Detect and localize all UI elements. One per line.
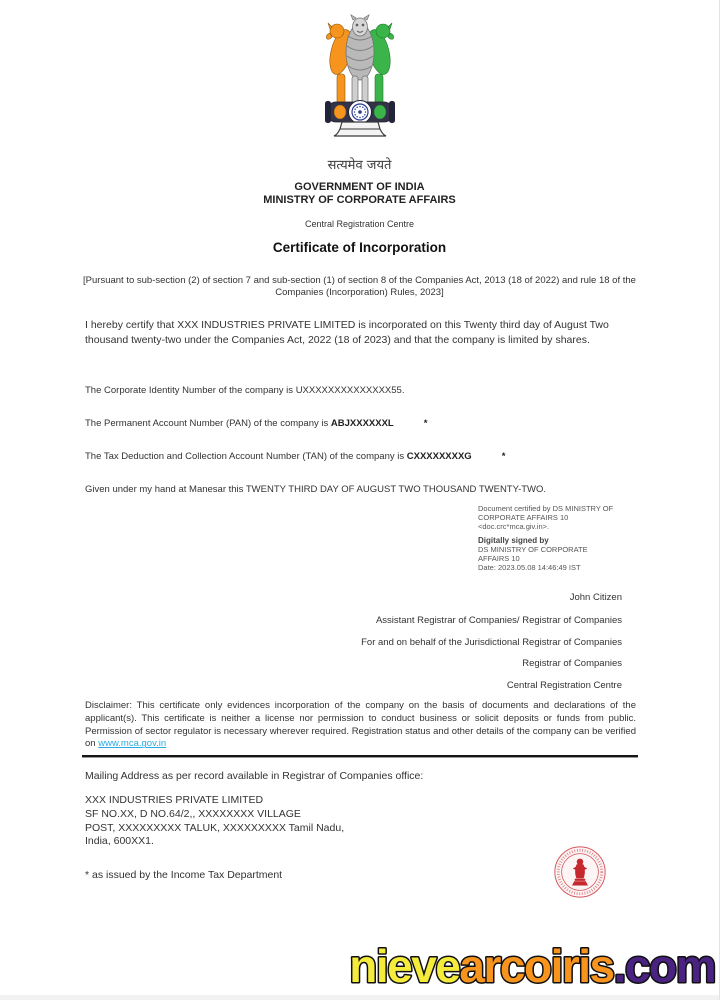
cin-line — [85, 385, 404, 396]
address-line-2: POST, XXXXXXXXX TALUK, XXXXXXXXX Tamil Nadu, — [85, 821, 345, 834]
central-registration-centre-line: Central Registration Centre — [304, 219, 415, 229]
tan-footnote-marker: * — [501, 451, 506, 462]
digital-signature-block — [478, 504, 648, 572]
government-of-india-line: GOVERNMENT OF INDIA — [294, 181, 425, 193]
ds-signer-line2: AFFAIRS 10 — [478, 554, 520, 563]
watermark-part-com: .com — [613, 940, 715, 992]
mailing-address-block — [85, 794, 344, 849]
emblem-motto: सत्यमेव जयते — [327, 158, 392, 173]
signatory-block — [361, 592, 622, 701]
cin-value: UXXXXXXXXXXXXXX55. — [295, 385, 405, 396]
tan-label: The Tax Deduction and Collection Account Number (TAN) of the company is — [85, 451, 407, 462]
pursuant-clause: [Pursuant to sub-section (2) of section 7 and sub-section (1) of section 8 of the Companies Act, 2013 (18 of 2022) and rule 18 of the Companies (Incorporation) Rules, 2023] — [83, 275, 636, 298]
disclaimer-paragraph — [85, 700, 636, 751]
pan-line — [85, 418, 427, 429]
ds-digitally-signed-label: Digitally signed by — [478, 536, 549, 545]
given-under-hand-line: Given under my hand at Manesar this TWENTY THIRD DAY OF AUGUST TWO THOUSAND TWENTY-TWO. — [85, 484, 547, 495]
ds-certified-line1: Document certified by DS MINISTRY OF — [478, 504, 614, 513]
income-tax-footnote: * as issued by the Income Tax Department — [85, 869, 283, 881]
signatory-role-3: Registrar of Companies — [522, 658, 622, 669]
signatory-role-1: Assistant Registrar of Companies/ Registrar of Companies — [375, 615, 622, 626]
mca-website-link[interactable]: www.mca.gov.in — [98, 738, 167, 750]
mailing-address-heading: Mailing Address as per record available in Registrar of Companies office: — [85, 770, 424, 782]
watermark-part-arcoiris: arcoiris — [459, 940, 614, 992]
pan-label: The Permanent Account Number (PAN) of the company is — [85, 418, 331, 429]
emblem-block — [0, 8, 719, 173]
address-line-3: India, 600XX1. — [85, 835, 154, 848]
ds-certified-line3: <doc.crc*mca.giv.in>. — [478, 522, 550, 531]
certificate-title: Certificate of Incorporation — [272, 240, 447, 255]
svg-text:nievearcoiris.com — [349, 940, 715, 992]
signatory-role-4: Central Registration Centre — [506, 679, 622, 691]
ds-signer-line1: DS MINISTRY OF CORPORATE — [478, 545, 588, 554]
signatory-name: John Citizen — [569, 592, 622, 603]
disclaimer-text: Disclaimer: This certificate only evidences incorporation of the company on the basis of documents and declarations of the applicant(s). This certificate is neither a license nor permission to conduct business or solicit deposits or funds from public. Permission of sector regulator is necessary wherever required. Registration status and other details of the company can be verified on — [85, 700, 636, 750]
pan-footnote-marker: * — [423, 418, 428, 429]
official-seal-stamp-icon — [551, 843, 609, 901]
national-emblem-icon — [310, 8, 410, 148]
header — [0, 181, 719, 299]
pan-value: ABJXXXXXXL — [330, 418, 394, 429]
certification-paragraph: I hereby certify that XXX INDUSTRIES PRIVATE LIMITED is incorporated on this Twenty third day of August Two thousand twenty-two under the Companies Act, 2022 (18 of 2023) and that the company is limited by shares. — [85, 319, 609, 346]
tan-line — [85, 451, 505, 462]
cin-label: The Corporate Identity Number of the company is — [85, 385, 296, 396]
ministry-line: MINISTRY OF CORPORATE AFFAIRS — [263, 193, 456, 206]
company-name-line: XXX INDUSTRIES PRIVATE LIMITED — [85, 794, 264, 806]
signatory-role-2: For and on behalf of the Jurisdictional Registrar of Companies — [361, 636, 622, 648]
watermark-logo — [345, 940, 717, 992]
watermark-part-nieve: nieve — [349, 940, 460, 992]
tan-value: CXXXXXXXXG — [406, 451, 472, 462]
ds-date-line: Date: 2023.05.08 14:46:49 IST — [478, 563, 581, 572]
ds-certified-line2: CORPORATE AFFAIRS 10 — [478, 513, 569, 522]
section-divider — [82, 755, 638, 758]
address-line-1: SF NO.XX, D NO.64/2,, XXXXXXXX VILLAGE — [85, 807, 301, 820]
